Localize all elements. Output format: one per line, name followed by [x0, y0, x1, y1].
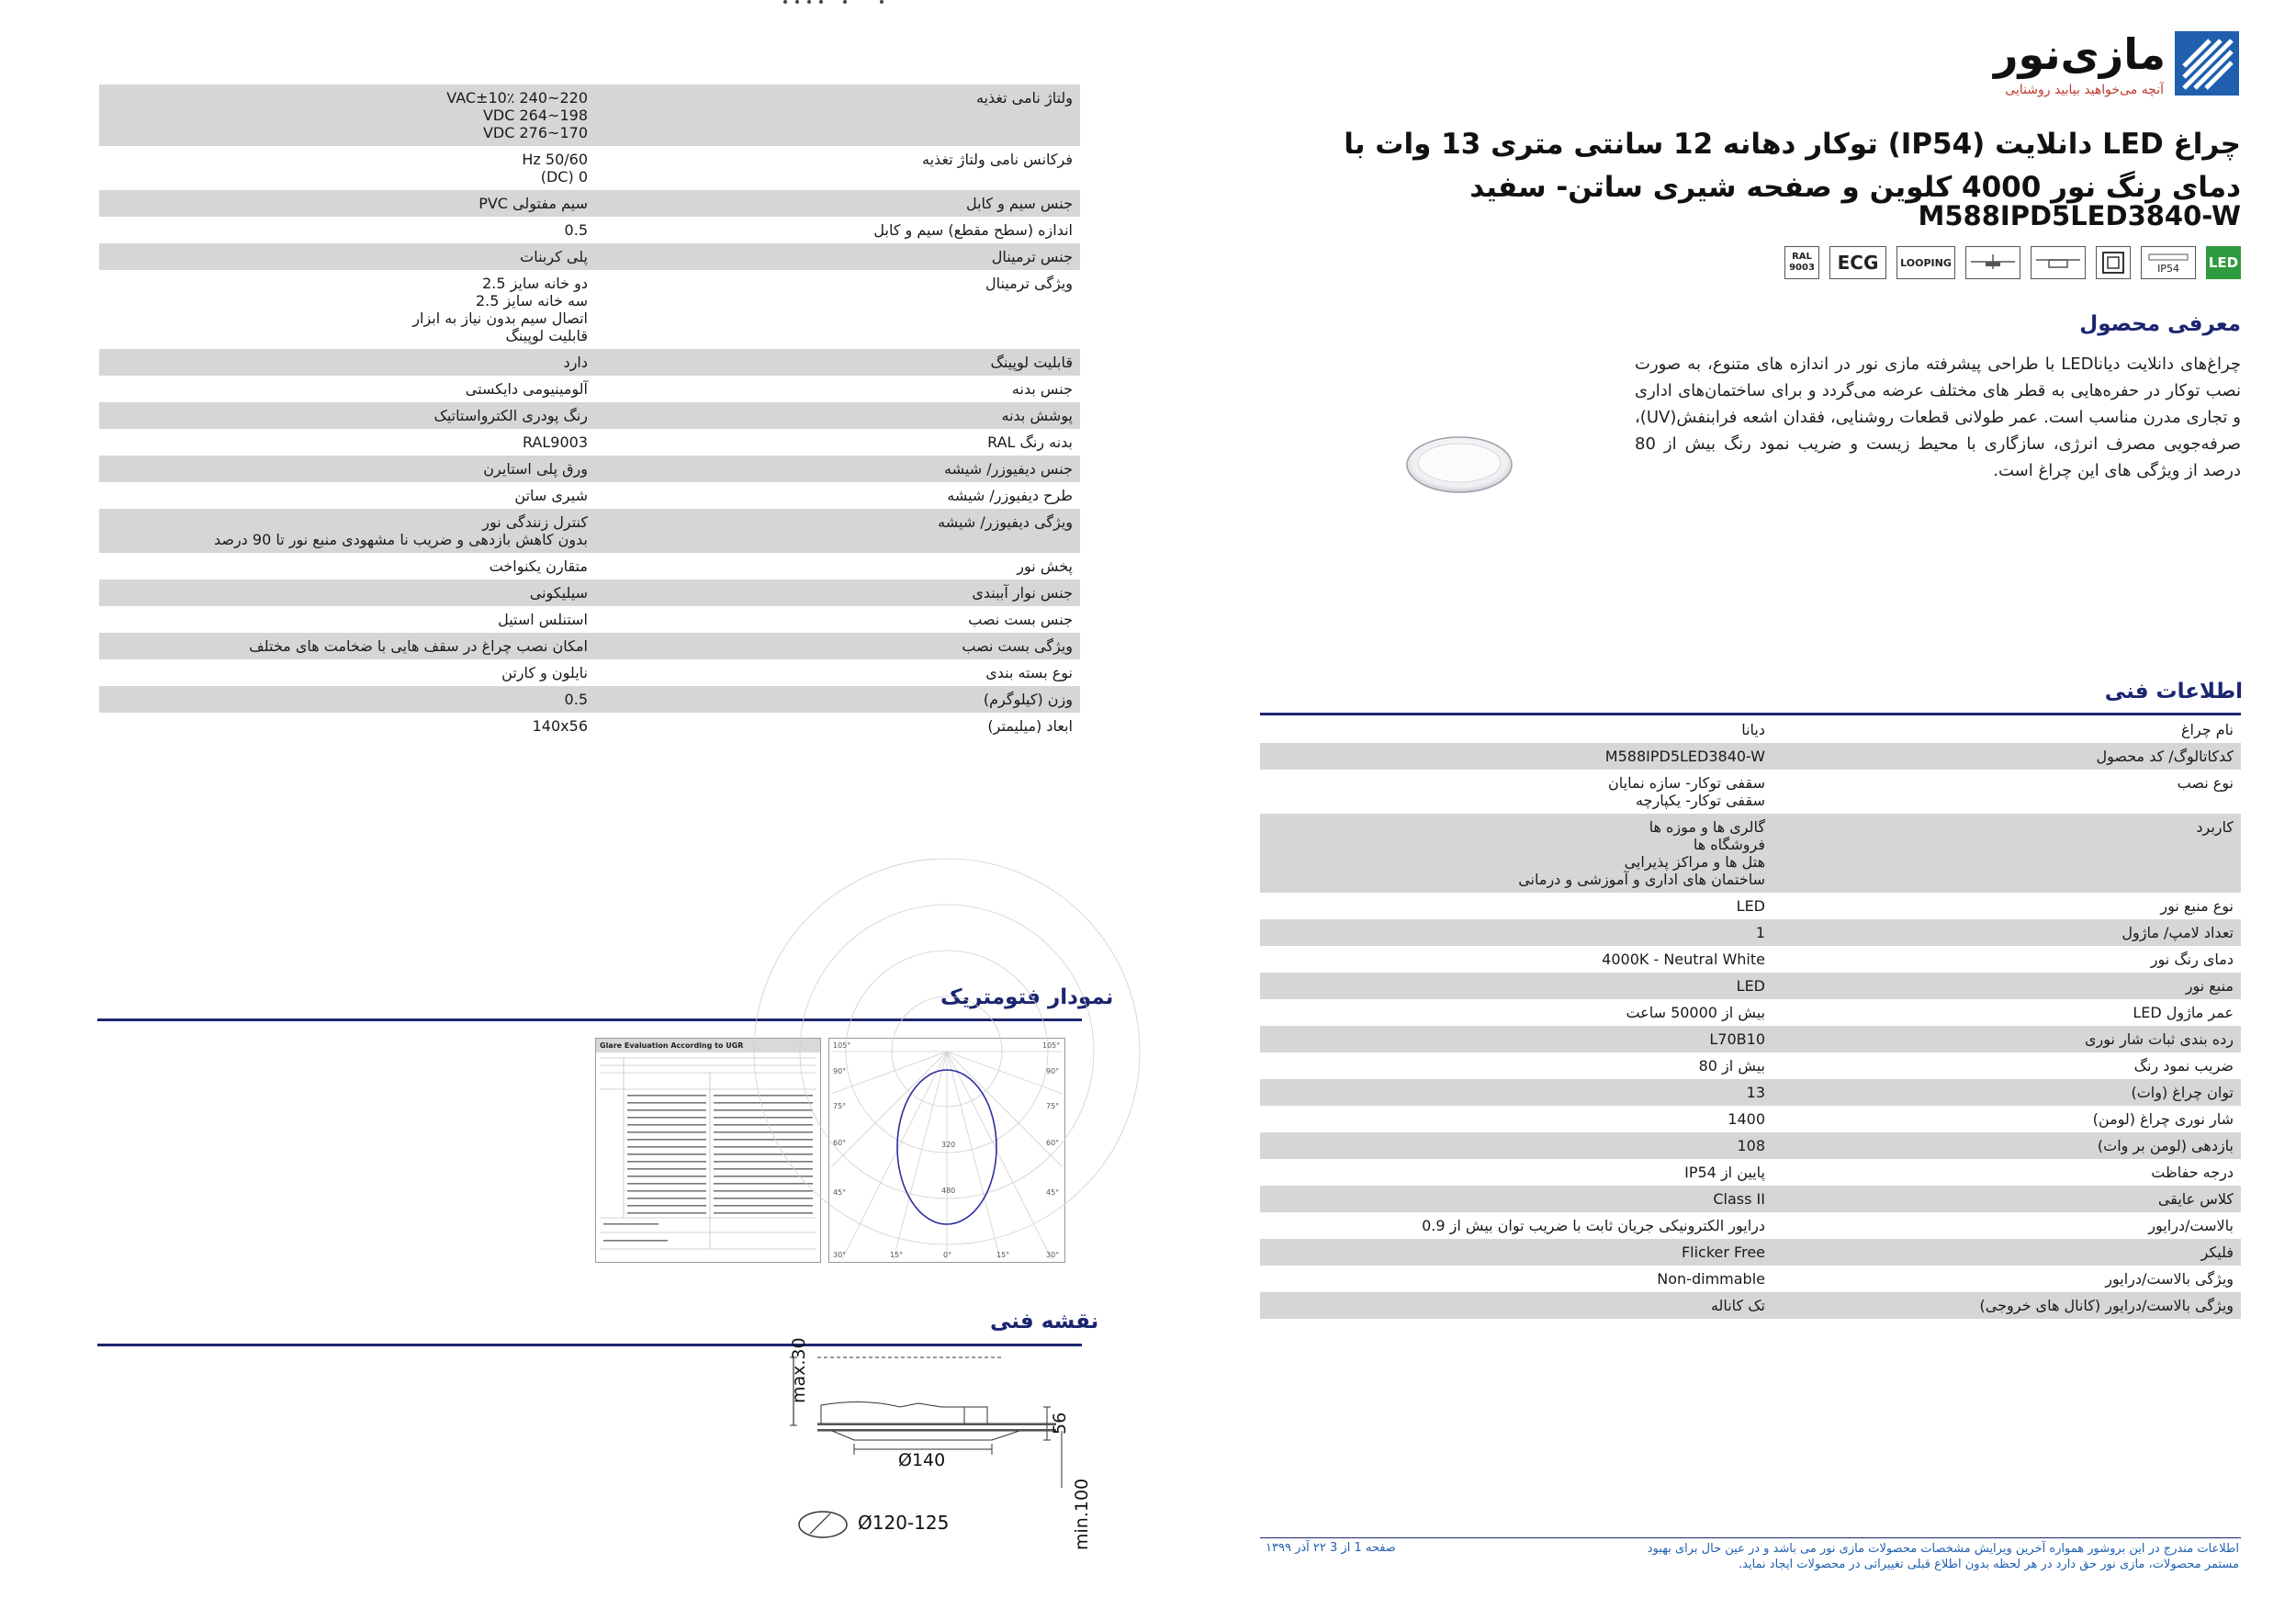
ugr-table-title: Glare Evaluation According to UGR [596, 1039, 820, 1052]
polar-label: 45° [833, 1188, 847, 1197]
row-value: M588IPD5LED3840-W [1604, 748, 1765, 765]
badge-label: ECG [1837, 252, 1879, 274]
row-label: ویژگی ترمینال [985, 275, 1073, 292]
row-value: RAL9003 [522, 433, 588, 451]
class-ii-icon [2096, 246, 2131, 279]
row-label: بدنه رنگ RAL [987, 433, 1073, 451]
footer-disclaimer: اطلاعات مندرج در این بروشور همواره آخرین ویرایش مشخصات محصولات مازی نور می باشد و در عین حال برای بهبود مستمر محصولات، مازی نور حق دارد در هر لحظه بدون اطلاع قبلی تغییراتی در محصولات ایجاد نماید. [1647, 1542, 2239, 1571]
polar-label: 90° [833, 1067, 847, 1075]
spec-table [99, 84, 1080, 739]
row-label: درجه حفاظت [2151, 1164, 2234, 1181]
table-row [1260, 999, 2241, 1026]
row-label: جنس بدنه [1011, 380, 1073, 398]
table-row [1260, 743, 2241, 770]
row-value: گالری ها و موزه ها فروشگاه ها هتل ها و مراکز پذیرایی ساختمان های اداری و آموزشی و درمانی [1518, 818, 1765, 888]
tech-section-title: اطلاعات فنی [2104, 680, 2243, 703]
polar-label: 75° [1046, 1102, 1060, 1110]
ral-icon [1784, 246, 1819, 279]
table-row [99, 349, 1080, 376]
intro-title: معرفی محصول [2079, 312, 2241, 336]
table-row [1260, 770, 2241, 814]
badge-label: RAL 9003 [1789, 252, 1815, 273]
row-value: استنلس استیل [498, 611, 588, 628]
badge-label: LOOPING [1900, 256, 1952, 269]
dim-max: max.30 [789, 1337, 809, 1403]
row-label: منبع نور [2185, 977, 2234, 995]
brand-wordmark: مازی‌نور [1994, 29, 2166, 79]
table-row [99, 509, 1080, 553]
row-label: جنس بست نصب [968, 611, 1073, 628]
row-value: L70B10 [1709, 1030, 1765, 1048]
product-photo [1405, 435, 1514, 494]
led-badge-icon [2206, 246, 2241, 279]
ip54-shape-icon [2147, 252, 2189, 263]
row-value: تک کاناله [1710, 1297, 1765, 1314]
row-value: متقارن یکنواخت [489, 557, 588, 575]
row-value: سیم مفتولی PVC [478, 195, 588, 212]
row-label: ابعاد (میلیمتر) [987, 717, 1073, 735]
table-row [99, 553, 1080, 580]
row-value: پایین از IP54 [1684, 1164, 1765, 1181]
row-label: عمر ماژول LED [2133, 1004, 2234, 1021]
table-row [1260, 946, 2241, 973]
table-row [1260, 893, 2241, 919]
table-row [99, 243, 1080, 270]
table-row [1260, 1132, 2241, 1159]
looping-icon [1896, 246, 1955, 279]
polar-diagram [828, 1038, 1065, 1263]
photometric-title: نمودار فتومتریک [940, 985, 1114, 1009]
row-value: Non-dimmable [1657, 1270, 1765, 1288]
row-value: 1 [1755, 924, 1765, 941]
row-value: کنترل زنندگی نور بدون کاهش بازدهی و ضریب نا مشهودی منبع نور تا 90 درصد [213, 513, 588, 548]
table-row [1260, 973, 2241, 999]
table-row [99, 686, 1080, 713]
row-value: 140x56 [532, 717, 588, 735]
row-label: ویژگی بست نصب [962, 637, 1073, 655]
row-value: LED [1736, 897, 1765, 915]
row-value: درایور الکترونیکی جریان ثابت با ضریب توان بیش از 0.9 [1422, 1217, 1765, 1234]
row-label: جنس سیم و کابل [965, 195, 1073, 212]
badge-label: LED [2208, 254, 2239, 271]
row-value: امکان نصب چراغ در سقف هایی با ضخامت های مختلف [249, 637, 588, 655]
dim-diameter: Ø140 [898, 1450, 946, 1470]
row-label: وزن (کیلوگرم) [983, 691, 1073, 708]
row-value: ورق پلی استایرن [483, 460, 588, 478]
row-label: پخش نور [1017, 557, 1073, 575]
product-title: چراغ LED دانلایت (IP54) توکار دهانه 12 سانتی متری 13 وات با دمای رنگ نور 4000 کلوین و صفحه شیری ساتن- سفید [1344, 128, 2241, 204]
table-row [1260, 919, 2241, 946]
table-row [99, 376, 1080, 402]
row-value: دیانا [1741, 721, 1765, 738]
tech-section-rule [1260, 713, 2241, 715]
row-label: جنس دیفیوزر/ شیشه [944, 460, 1073, 478]
row-label: طرح دیفیوزر/ شیشه [947, 487, 1073, 504]
brand-logo [1976, 26, 2239, 101]
row-label: رده بندی ثبات شار نوری [2085, 1030, 2234, 1048]
row-label: نوع بسته بندی [985, 664, 1073, 681]
row-label: شار نوری چراغ (لومن) [2092, 1110, 2234, 1128]
row-value: Flicker Free [1681, 1244, 1765, 1261]
row-label: ولتاژ نامی تغذیه [975, 89, 1073, 107]
table-row [1260, 1106, 2241, 1132]
table-row [1260, 1239, 2241, 1266]
row-label: نوع نصب [2177, 774, 2234, 792]
row-value: 13 [1746, 1084, 1765, 1101]
table-row [1260, 1266, 2241, 1292]
row-value: دارد [563, 354, 588, 371]
table-row [99, 633, 1080, 659]
table-row [99, 606, 1080, 633]
polar-label: 75° [833, 1102, 847, 1110]
polar-label: 320 [941, 1141, 956, 1149]
row-label: ویژگی بالاست/درایور [2105, 1270, 2234, 1288]
ugr-table-grid [596, 1052, 820, 1256]
tech-table [1260, 716, 2241, 1319]
row-value: دو خانه سایز 2.5 سه خانه سایز 2.5 اتصال سیم بدون نیاز به ابزار قابلیت لوپینگ [412, 275, 588, 344]
brand-slogan: آنچه می‌خواهید بیابید روشنایی [2005, 83, 2164, 97]
polar-label: 0° [943, 1251, 952, 1259]
row-value: 50/60 Hz 0 (DC) [522, 151, 588, 186]
row-label: کاربرد [2196, 818, 2234, 836]
row-label: بالاست/درایور [2148, 1217, 2234, 1234]
row-label: تعداد لامپ/ ماژول [2122, 924, 2234, 941]
photometric-rule [97, 1018, 1082, 1021]
table-row [1260, 716, 2241, 743]
drawing-title: نقشه فنی [990, 1310, 1099, 1334]
dim-height: 56 [1050, 1412, 1070, 1435]
ugr-table [595, 1038, 821, 1263]
row-label: نوع منبع نور [2160, 897, 2234, 915]
table-row [99, 456, 1080, 482]
polar-label: 15° [996, 1251, 1010, 1259]
row-label: ویژگی دیفیوزر/ شیشه [938, 513, 1073, 531]
polar-label: 105° [1042, 1041, 1061, 1050]
table-row [99, 190, 1080, 217]
row-value: 4000K - Neutral White [1602, 951, 1765, 968]
row-label: اندازه (سطح مقطع) سیم و کابل [873, 221, 1073, 239]
cutout-label: Ø120-125 [858, 1512, 950, 1534]
row-label: فرکانس نامی ولتاژ تغذیه [922, 151, 1073, 168]
footer-rule [1260, 1537, 2241, 1538]
table-row [99, 402, 1080, 429]
row-value: شیری ساتن [514, 487, 588, 504]
table-row [1260, 1052, 2241, 1079]
dim-min: min.100 [1072, 1478, 1092, 1550]
table-row [1260, 1026, 2241, 1052]
row-label: دمای رنگ نور [2150, 951, 2234, 968]
cutout-hole-icon [795, 1506, 850, 1543]
row-value: بیش از 50000 ساعت [1626, 1004, 1765, 1021]
row-value: سقفی توکار- سازه نمایان سقفی توکار- یکپارچه [1608, 774, 1765, 809]
row-value: نایلون و کارتن [501, 664, 588, 681]
polar-label: 30° [833, 1251, 847, 1259]
row-value: 0.5 [564, 221, 588, 239]
row-label: نام چراغ [2180, 721, 2234, 738]
table-row [1260, 1292, 2241, 1319]
row-label: قابلیت لوپینگ [990, 354, 1073, 371]
table-row [1260, 1079, 2241, 1106]
row-label: جنس ترمینال [991, 248, 1073, 265]
row-label: ویژگی بالاست/درایور (کانال های خروجی) [1979, 1297, 2234, 1314]
row-value: 108 [1737, 1137, 1765, 1154]
table-row [99, 482, 1080, 509]
table-row [1260, 814, 2241, 893]
row-label: کدکاتالوگ/ کد محصول [2096, 748, 2234, 765]
row-value: 220~240 VAC±10٪ 198~264 VDC 170~276 VDC [446, 89, 588, 141]
table-row [99, 713, 1080, 739]
row-value: پلی کربنات [520, 248, 588, 265]
row-label: ضریب نمود رنگ [2133, 1057, 2234, 1075]
row-value: 0.5 [564, 691, 588, 708]
row-value: آلومینیومی دایکستی [465, 380, 588, 398]
table-row [99, 84, 1080, 146]
polar-label: 60° [833, 1139, 847, 1147]
row-label: کلاس عایقی [2157, 1190, 2234, 1208]
ceiling-mount-icon [1965, 246, 2020, 279]
row-value: 1400 [1728, 1110, 1765, 1128]
polar-label: 480 [941, 1187, 956, 1195]
table-row [1260, 1186, 2241, 1212]
polar-label: 30° [1046, 1251, 1060, 1259]
table-row [99, 429, 1080, 456]
table-row [99, 659, 1080, 686]
polar-label: 60° [1046, 1139, 1060, 1147]
table-row [1260, 1212, 2241, 1239]
polar-label: 90° [1046, 1067, 1060, 1075]
product-model: M588IPD5LED3840-W [1918, 200, 2241, 231]
row-label: پوشش بدنه [1001, 407, 1073, 424]
row-label: توان چراغ (وات) [2131, 1084, 2234, 1101]
polar-label: 105° [833, 1041, 851, 1050]
polar-label: 15° [890, 1251, 904, 1259]
logo-mark-icon [2175, 31, 2239, 96]
table-row [99, 146, 1080, 190]
row-value: رنگ پودری الکترواستاتیک [433, 407, 588, 424]
drawing-rule [97, 1344, 1082, 1346]
row-label: بازدهی (لومن بر وات) [2097, 1137, 2234, 1154]
row-label: جنس نوار آببندی [972, 584, 1073, 602]
footer-page-info: صفحه 1 از 3 ۲۲ آذر ۱۳۹۹ [1266, 1541, 1396, 1555]
ecg-icon [1829, 246, 1886, 279]
recessed-mount-icon [2031, 246, 2086, 279]
row-value: Class II [1713, 1190, 1765, 1208]
feature-badges [1784, 246, 2241, 283]
cutout-spec [795, 1506, 979, 1543]
table-row [1260, 1159, 2241, 1186]
intro-text: چراغ‌های دانلایت دیاناLED با طراحی پیشرفته مازی نور در اندازه های متنوع، به صورت نصب توکار در حفره‌هایی به قطر های مختلف عرضه می‌گردد و برای ساختمان‌های اداری و تجاری مدرن مناسب است. عمر طولانی قطعات روشنایی، فقدان اشعه فرابنفش(UV)، صرفه‌جویی مصرف انرژی، سازگاری با محیط زیست و ضریب نمود رنگ بیش از 80 درصد از ویژگی های این چراغ است. [1635, 354, 2242, 480]
badge-label: IP54 [2157, 262, 2179, 275]
polar-label: 45° [1046, 1188, 1060, 1197]
table-row [99, 580, 1080, 606]
table-row [99, 270, 1080, 349]
row-label: فلیکر [2200, 1244, 2234, 1261]
row-value: سیلیکونی [529, 584, 588, 602]
row-value: LED [1736, 977, 1765, 995]
top-edge-fragment [781, 0, 918, 6]
ip54-badge-icon [2141, 246, 2196, 279]
table-row [99, 217, 1080, 243]
row-value: بیش از 80 [1698, 1057, 1765, 1075]
